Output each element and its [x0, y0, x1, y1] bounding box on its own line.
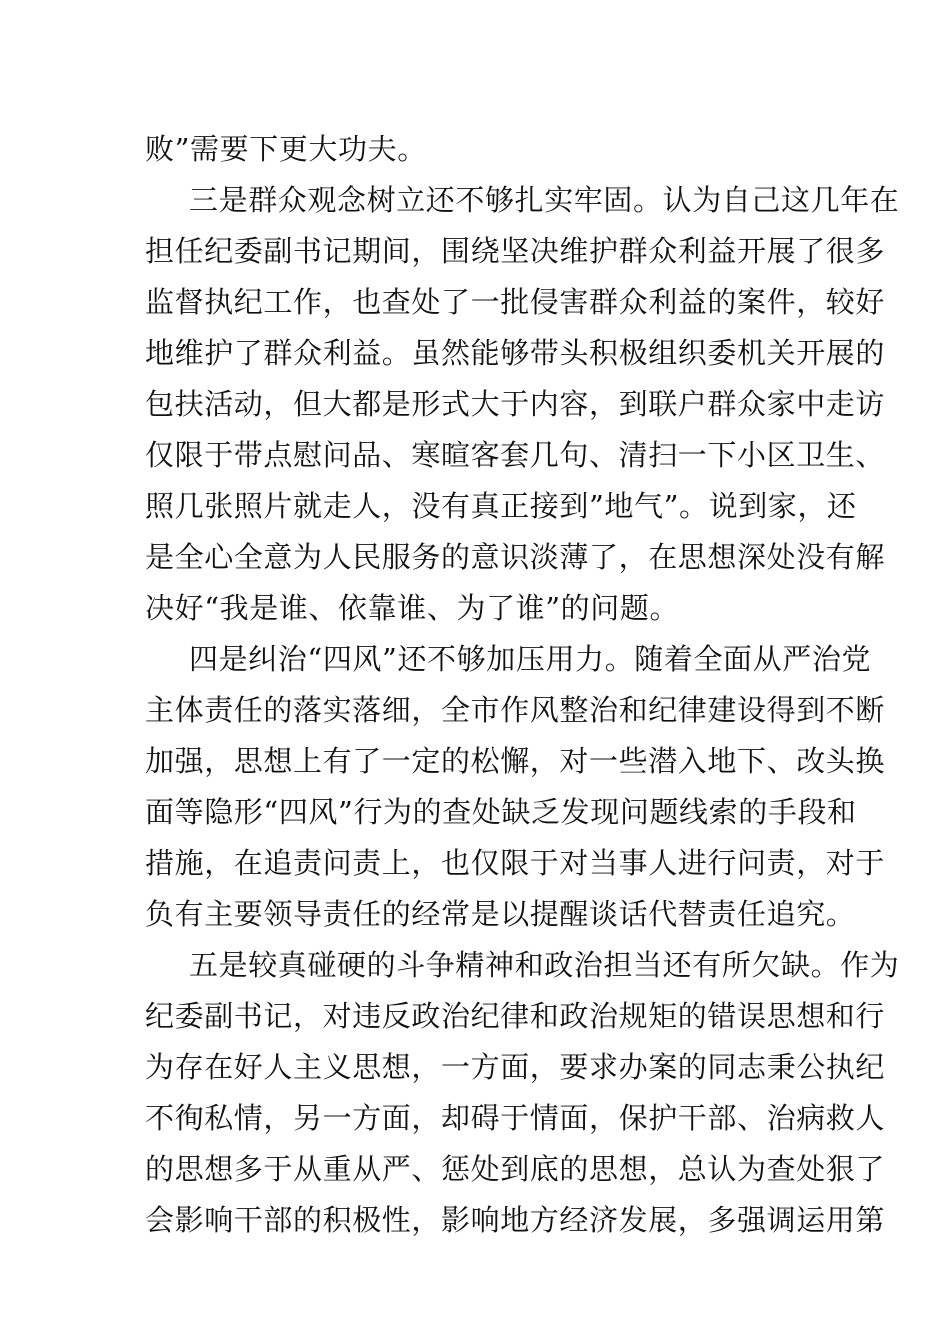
- text-line: 监督执纪工作，也查处了一批侵害群众利益的案件，较好: [145, 285, 886, 319]
- text-line: 地维护了群众利益。虽然能够带头积极组织委机关开展的: [145, 336, 886, 370]
- paragraph-first-line: 三是群众观念树立还不够扎实牢固。认为自己这几年在: [189, 183, 900, 217]
- paragraph-first-line: 四是纠治“四风”还不够加压用力。随着全面从严治党: [189, 642, 872, 676]
- text-line: 纪委副书记，对违反政治纪律和政治规矩的错误思想和行: [145, 999, 886, 1033]
- text-line: 仅限于带点慰问品、寒暄客套几句、清扫一下小区卫生、: [145, 438, 886, 472]
- text-line: 担任纪委副书记期间，围绕坚决维护群众利益开展了很多: [145, 234, 886, 268]
- text-line: 加强，思想上有了一定的松懈，对一些潜入地下、改头换: [145, 744, 886, 778]
- text-line: 主体责任的落实落细，全市作风整治和纪律建设得到不断: [145, 693, 886, 727]
- text-line: 负有主要领导责任的经常是以提醒谈话代替责任追究。: [145, 897, 856, 931]
- text-line: 措施，在追责问责上，也仅限于对当事人进行问责，对于: [145, 846, 886, 880]
- paragraph-first-line: 五是较真碰硬的斗争精神和政治担当还有所欠缺。作为: [189, 948, 900, 982]
- text-line: 照几张照片就走人，没有真正接到”地气”。说到家，还: [145, 489, 857, 523]
- text-line: 不徇私情，另一方面，却碍于情面，保护干部、治病救人: [145, 1101, 886, 1135]
- text-line: 会影响干部的积极性，影响地方经济发展，多强调运用第: [145, 1203, 886, 1237]
- text-line: 是全心全意为人民服务的意识淡薄了，在思想深处没有解: [145, 540, 886, 574]
- text-line: 决好“我是谁、依靠谁、为了谁”的问题。: [145, 591, 680, 625]
- text-line: 的思想多于从重从严、惩处到底的思想，总认为查处狠了: [145, 1152, 886, 1186]
- text-line: 包扶活动，但大都是形式大于内容，到联户群众家中走访: [145, 387, 886, 421]
- text-line: 败”需要下更大功夫。: [145, 132, 427, 166]
- text-line: 为存在好人主义思想，一方面，要求办案的同志秉公执纪: [145, 1050, 886, 1084]
- text-line: 面等隐形“四风”行为的查处缺乏发现问题线索的手段和: [145, 795, 857, 829]
